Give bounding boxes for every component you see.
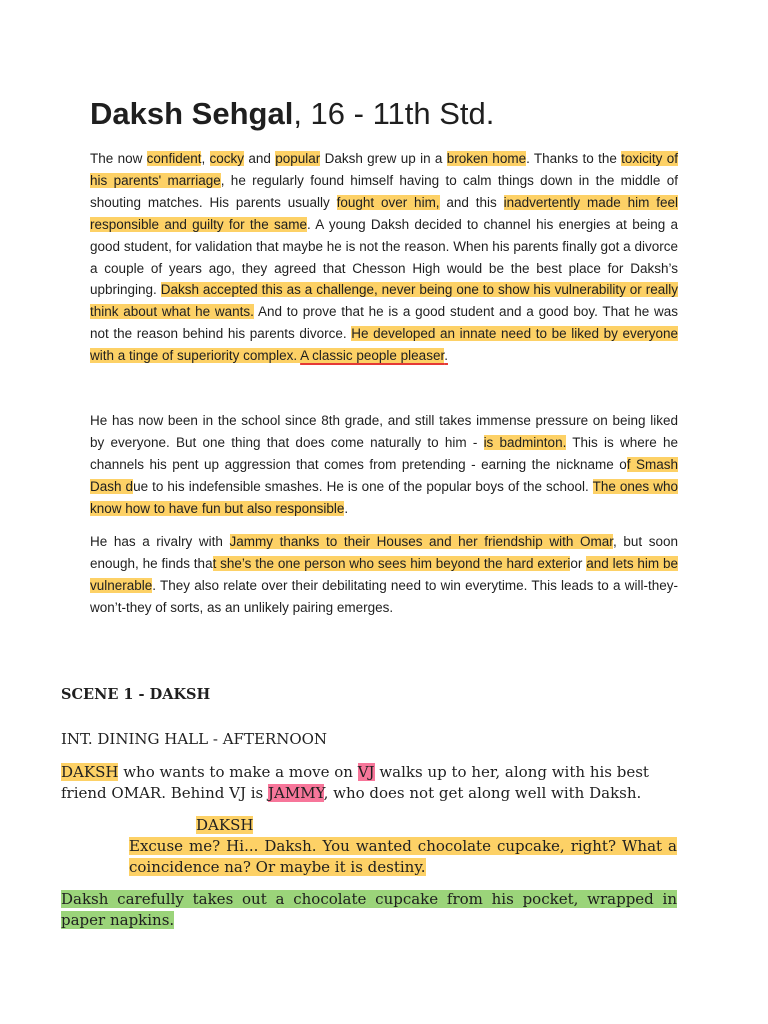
text-run: walks up to her, along with his best friend OMAR. Behind VJ is (61, 763, 649, 802)
highlight-fought-over-him: fought over him, (336, 194, 440, 210)
highlight-badminton: is badminton. (483, 434, 567, 450)
bio-paragraph-1 (90, 148, 678, 367)
highlight-inadvertently: inadvertently made him feel responsible and guilty for the same (90, 194, 678, 232)
highlight-have-fun: The ones who know how to have fun but also responsible (90, 478, 678, 516)
text-run: This is where he channels his pent up aggression that comes from pretending - earning the nickname o (90, 434, 678, 472)
text-run: , he regularly found himself having to calm things down in the middle of shouting matches. His parents usually (90, 172, 678, 210)
highlight-smash-dash: f Smash Dash d (90, 456, 678, 494)
text-run: , (201, 151, 210, 166)
text-run: ue to his indefensible smashes. He is one of the popular boys of the school. (133, 478, 593, 494)
page-title (90, 94, 494, 134)
highlight-toxicity: toxicity of his parents' marriage (90, 151, 679, 188)
highlight-accepted-challenge: Daksh accepted this as a challenge, never being one to show his vulnerability or really think about what he wants. (90, 282, 678, 320)
highlight-broken-home: broken home (446, 151, 527, 166)
highlight-dialogue: Excuse me? Hi... Daksh. You wanted chocolate cupcake, right? What a coincidence na? Or maybe it is destiny. (129, 837, 677, 876)
action-line-2 (61, 889, 677, 931)
highlight-confident: confident (146, 151, 202, 166)
text-run: and this (439, 194, 504, 210)
highlight-cupcake-action: Daksh carefully takes out a chocolate cupcake from his pocket, wrapped in paper napkins. (61, 890, 677, 929)
text-run: . (344, 500, 349, 516)
action-line-1 (61, 762, 677, 804)
text-run: or (570, 555, 587, 571)
text-run: . A young Daksh decided to channel his energies at being a good student, for validation that maybe he is not the reason. When his parents finally got a divorce a couple of years ago, they agreed that Chesson High would be the best place for Daksh’s upbringing. (90, 216, 679, 298)
text-run: He has now been in the school since 8th grade, and still takes immense pressure on being liked by everyone. But one thing that does come naturally to him - (90, 413, 678, 450)
text-run: who wants to make a move on (118, 763, 358, 781)
text-run: and (244, 151, 276, 166)
highlight-character-cue: DAKSH (196, 816, 254, 834)
scene-heading: SCENE 1 - DAKSH (61, 686, 211, 703)
text-run: He has a rivalry with (90, 534, 230, 549)
highlight-popular: popular (275, 151, 321, 166)
highlight-innate-need: He developed an innate need to be liked by everyone with a tinge of superiority complex. (90, 326, 678, 364)
highlight-vj-name: VJ (357, 763, 375, 781)
text-run: . (444, 348, 448, 364)
slugline: INT. DINING HALL - AFTERNOON (61, 730, 328, 748)
highlight-cocky: cocky (209, 151, 245, 166)
text-run: The now (90, 151, 147, 166)
highlight-daksh-name: DAKSH (61, 763, 119, 781)
text-run: . Thanks to the (526, 151, 622, 166)
highlight-people-pleaser: A classic people pleaser (300, 348, 445, 364)
text-run: , but soon enough, he finds tha (90, 534, 678, 571)
character-cue (196, 815, 253, 836)
bio-paragraph-3 (90, 531, 678, 619)
character-name: Daksh Sehgal (90, 96, 294, 131)
highlight-one-person: t she’s the one person who sees him beyond the hard exteri (212, 555, 571, 571)
dialogue-block (129, 836, 677, 878)
highlight-jammy-rivalry: Jammy thanks to their Houses and her friendship with Omar (229, 534, 614, 549)
character-age-grade: , 16 - 11th Std. (293, 96, 495, 131)
highlight-vulnerable: and lets him be vulnerable (90, 555, 678, 593)
text-run: , who does not get along well with Daksh. (323, 784, 642, 802)
text-run: Daksh grew up in a (320, 151, 447, 166)
bio-paragraph-2 (90, 410, 678, 520)
highlight-jammy-name: JAMMY (268, 784, 324, 802)
text-run: . They also relate over their debilitating need to win everytime. This leads to a will-they-won’t-they of sorts, as an unlikely pairing emerges. (90, 577, 678, 615)
text-run: And to prove that he is a good student and a good boy. That he was not the reason behind his parents divorce. (90, 304, 678, 342)
